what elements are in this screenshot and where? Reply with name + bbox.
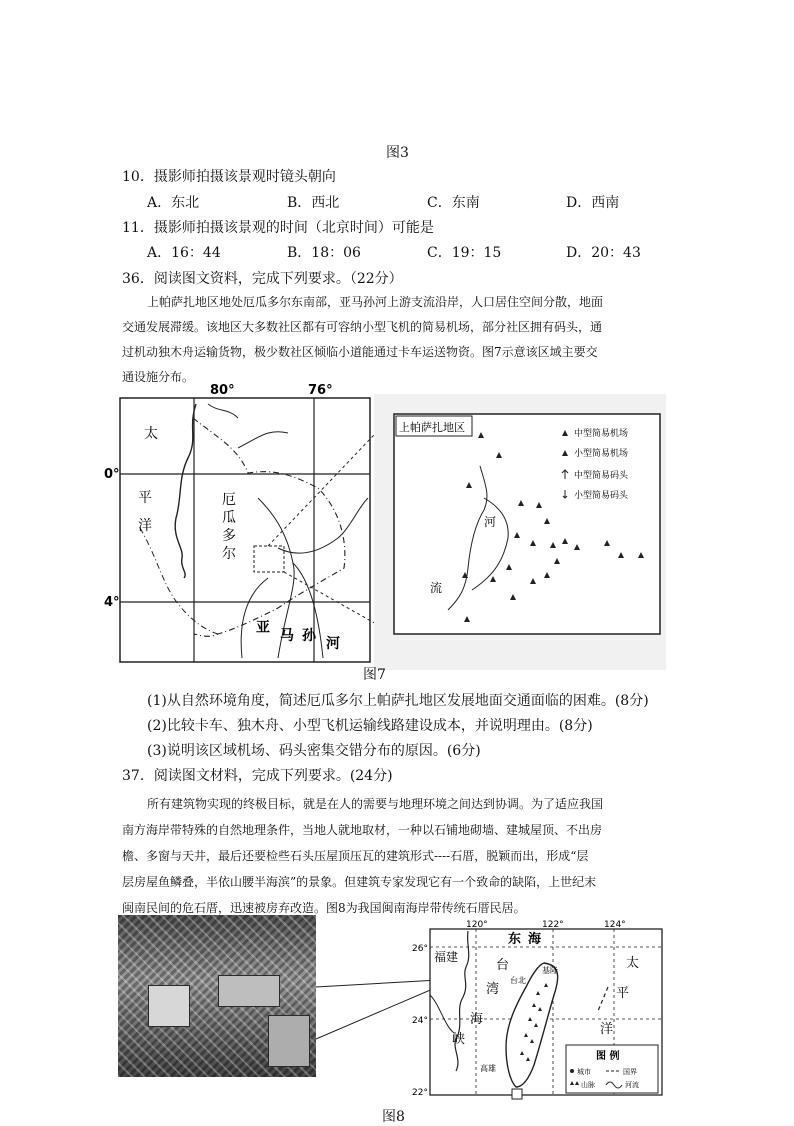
fig7-map-label: 马 (280, 628, 294, 644)
fig8-lon-label: 122° (542, 920, 564, 930)
q37-para-line: 闽南民间的危石厝，迅速被房弃改造。图8为我国闽南海岸带传统石厝民居。 (122, 901, 526, 915)
q37-para-line: 所有建筑物实现的终极目标，就是在人的需要与地理环境之间达到协调。为了适应我国 (147, 797, 604, 811)
q11-option-b: B．18：06 (287, 245, 361, 261)
fig7-map-label: 亚 (256, 620, 270, 636)
fig7-map-label: 厄 (222, 492, 236, 508)
fig7-legend-item: 中型简易机场 (574, 429, 629, 439)
fig8-map-label: 洋 (600, 1022, 614, 1037)
fig8-lat-label: 26° (412, 944, 428, 954)
fig8-map-label: 海 (528, 932, 542, 947)
fig7-lon-label: 80° (210, 383, 235, 398)
fig7-map-label: 尔 (222, 546, 236, 562)
fig8-map-label: 湾 (486, 982, 500, 997)
q36-subquestion: (1)从自然环境角度，简述厄瓜多尔上帕萨扎地区发展地面交通面临的困难。(8分) (147, 693, 649, 709)
fig7-inset-river-label: 流 (430, 581, 443, 595)
fig8-map-label: 基隆 (542, 966, 558, 975)
q10-option-a: A．东北 (147, 195, 200, 211)
fig8-map-label: 太 (626, 956, 640, 971)
fig7-legend-item: 小型简易机场 (574, 449, 629, 459)
fig7-map-label: 洋 (138, 518, 152, 534)
fig7-lon-label: 76° (308, 383, 333, 398)
fig7-inset-river-label: 河 (484, 515, 497, 529)
fig8-map-label: 台 (496, 958, 510, 973)
fig8-lat-label: 22° (412, 1088, 428, 1098)
fig8-lat-label: 24° (412, 1016, 428, 1026)
q11-option-c: C．19：15 (427, 245, 502, 261)
fig8-map-label: 平 (616, 986, 630, 1001)
fig8-caption: 图8 (382, 1109, 405, 1125)
q10-option-d: D．西南 (566, 195, 620, 211)
fig8-lon-label: 120° (466, 920, 488, 930)
q36-subquestion: (3)说明该区域机场、码头密集交错分布的原因。(6分) (147, 743, 481, 759)
fig7-map-label: 瓜 (222, 510, 236, 526)
q11-option-d: D．20：43 (566, 245, 641, 261)
fig8-map-label: 东 (508, 932, 522, 947)
fig7-lat-label: 4° (104, 595, 120, 610)
fig7-legend-item: 小型简易码头 (574, 491, 629, 501)
q36-para-line: 交通发展滞缓。该地区大多数社区都有可容纳小型飞机的简易机场，部分社区拥有码头，通 (122, 320, 603, 334)
fig8-legend-item: 山脉 (581, 1081, 595, 1089)
q10-option-c: C．东南 (427, 195, 480, 211)
fig8-map-label: 海 (470, 1012, 484, 1027)
fig8-map-label: 台北 (510, 976, 526, 985)
fig8-legend-title: 图 例 (596, 1051, 620, 1062)
fig7-legend-item: 中型简易码头 (574, 471, 629, 481)
fig8-lon-label: 124° (604, 920, 626, 930)
q11-stem: 11．摄影师拍摄该景观的时间（北京时间）可能是 (122, 220, 434, 236)
fig7-map-label: 太 (144, 426, 158, 442)
q36-para-line: 上帕萨扎地区地处厄瓜多尔东南部，亚马孙河上游支流沿岸，人口居住空间分散，地面 (147, 295, 604, 309)
fig8-map-label: 高雄 (480, 1064, 496, 1073)
fig8-legend-item: 河流 (625, 1081, 639, 1089)
q37-para-line: 层房屋鱼鳞叠，半依山腰半海滨”的景象。但建筑专家发现它有一个致命的缺陷，上世纪末 (122, 875, 597, 889)
q37-para-line: 南方海岸带特殊的自然地理条件，当地人就地取材，一种以石铺地砌墙、建城屋顶、不出房 (122, 823, 603, 837)
q11-option-a: A．16：44 (147, 245, 221, 261)
q36-para-line: 过机动独木舟运输货物，极少数社区倾临小道能通过卡车运送物资。图7示意该区域主要交 (122, 345, 598, 359)
q10-stem: 10．摄影师拍摄该景观时镜头朝向 (122, 169, 336, 185)
q10-option-b: B．西北 (287, 195, 340, 211)
q36-para-line: 通设施分布。 (122, 370, 195, 384)
q36-subquestion: (2)比较卡车、独木舟、小型飞机运输线路建设成本，并说明理由。(8分) (147, 718, 593, 734)
q37-para-line: 檐、多窗与天井，最后还要检些石头压屋顶压瓦的建筑形式----石厝，脱颖而出，形成“层 (122, 849, 589, 863)
fig7-map-label: 孙 (302, 628, 316, 644)
fig3-caption: 图3 (386, 145, 409, 161)
fig8-map-label: 福建 (434, 950, 459, 964)
fig7-map-label: 平 (138, 490, 152, 506)
fig7-map (104, 378, 668, 668)
stone-house-photo (118, 915, 316, 1077)
fig8-map-label: 峡 (452, 1032, 466, 1047)
fig8-legend-item: 国界 (623, 1068, 637, 1076)
fig8-legend-item: 城市 (577, 1068, 591, 1076)
q37-stem: 37．阅读图文材料，完成下列要求。(24分) (122, 768, 393, 784)
q36-stem: 36．阅读图文资料，完成下列要求。（22分） (122, 271, 403, 287)
fig7-lat-label: 0° (104, 467, 120, 482)
fig7-map-label: 河 (326, 636, 340, 652)
fig8-map (316, 915, 670, 1100)
fig7-inset-title: 上帕萨扎地区 (399, 421, 465, 434)
fig7-map-label: 多 (222, 528, 236, 544)
fig7-caption: 图7 (363, 667, 386, 683)
